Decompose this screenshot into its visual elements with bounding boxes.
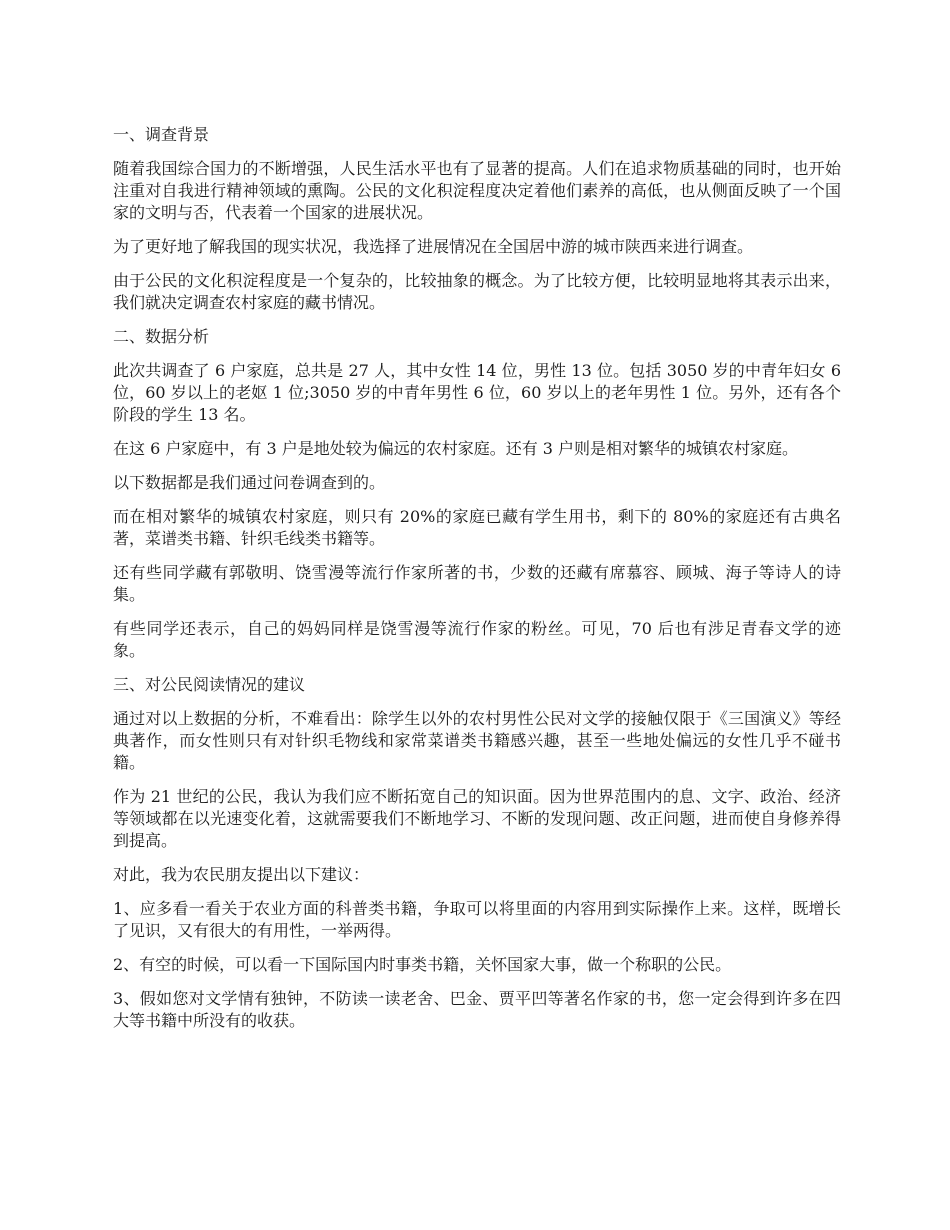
section-heading-background: 一、调查背景 bbox=[113, 125, 210, 144]
paragraph: 作为 21 世纪的公民，我认为我们应不断拓宽自己的知识面。因为世界范围内的息、文字、政治、经济等领域都在以光速变化着，这就需要我们不断地学习、不断的发现问题、改正问题，进而使自身修养得到提高。 bbox=[113, 787, 841, 850]
list-item-suggestion-1: 1、应多看一看关于农业方面的科普类书籍，争取可以将里面的内容用到实际操作上来。这样，既增长了见识，又有很大的有用性，一举两得。 bbox=[113, 899, 841, 940]
section-heading-suggestions: 三、对公民阅读情况的建议 bbox=[113, 675, 306, 694]
list-item-suggestion-2: 2、有空的时候，可以看一下国际国内时事类书籍，关怀国家大事，做一个称职的公民。 bbox=[113, 955, 732, 974]
paragraph: 此次共调查了 6 户家庭，总共是 27 人，其中女性 14 位，男性 13 位。包括 3050 岁的中青年妇女 6 位，60 岁以上的老妪 1 位;3050 岁的中青年男性 6 位，60 岁以上的老年男性 1 位。另外，还有各个阶段的学生 13 名。 bbox=[113, 361, 841, 424]
section-heading-data-analysis: 二、数据分析 bbox=[113, 327, 210, 346]
paragraph: 有些同学还表示，自己的妈妈同样是饶雪漫等流行作家的粉丝。可见，70 后也有涉足青春文学的迹象。 bbox=[113, 619, 841, 660]
paragraph: 而在相对繁华的城镇农村家庭，则只有 20%的家庭已藏有学生用书，剩下的 80%的家庭还有古典名著，菜谱类书籍、针织毛线类书籍等。 bbox=[113, 507, 841, 548]
paragraph: 对此，我为农民朋友提出以下建议： bbox=[113, 865, 370, 884]
paragraph: 随着我国综合国力的不断增强，人民生活水平也有了显著的提高。人们在追求物质基础的同时，也开始注重对自我进行精神领域的熏陶。公民的文化积淀程度决定着他们素养的高低，也从侧面反映了一个国家的文明与否，代表着一个国家的进展状况。 bbox=[113, 159, 841, 222]
paragraph: 在这 6 户家庭中，有 3 户是地处较为偏远的农村家庭。还有 3 户则是相对繁华的城镇农村家庭。 bbox=[113, 439, 799, 458]
list-item-suggestion-3: 3、假如您对文学情有独钟，不防读一读老舍、巴金、贾平凹等著名作家的书，您一定会得到许多在四大等书籍中所没有的收获。 bbox=[113, 989, 841, 1030]
document-body bbox=[113, 124, 841, 1044]
paragraph: 通过对以上数据的分析，不难看出：除学生以外的农村男性公民对文学的接触仅限于《三国演义》等经典著作，而女性则只有对针织毛物线和家常菜谱类书籍感兴趣，甚至一些地处偏远的女性几乎不碰书籍。 bbox=[113, 709, 841, 772]
paragraph: 由于公民的文化积淀程度是一个复杂的，比较抽象的概念。为了比较方便，比较明显地将其表示出来，我们就决定调查农村家庭的藏书情况。 bbox=[113, 271, 841, 312]
paragraph: 为了更好地了解我国的现实状况，我选择了进展情况在全国居中游的城市陕西来进行调查。 bbox=[113, 237, 754, 256]
paragraph: 还有些同学藏有郭敬明、饶雪漫等流行作家所著的书，少数的还藏有席慕容、顾城、海子等诗人的诗集。 bbox=[113, 563, 841, 604]
paragraph: 以下数据都是我们通过问卷调查到的。 bbox=[113, 473, 386, 492]
